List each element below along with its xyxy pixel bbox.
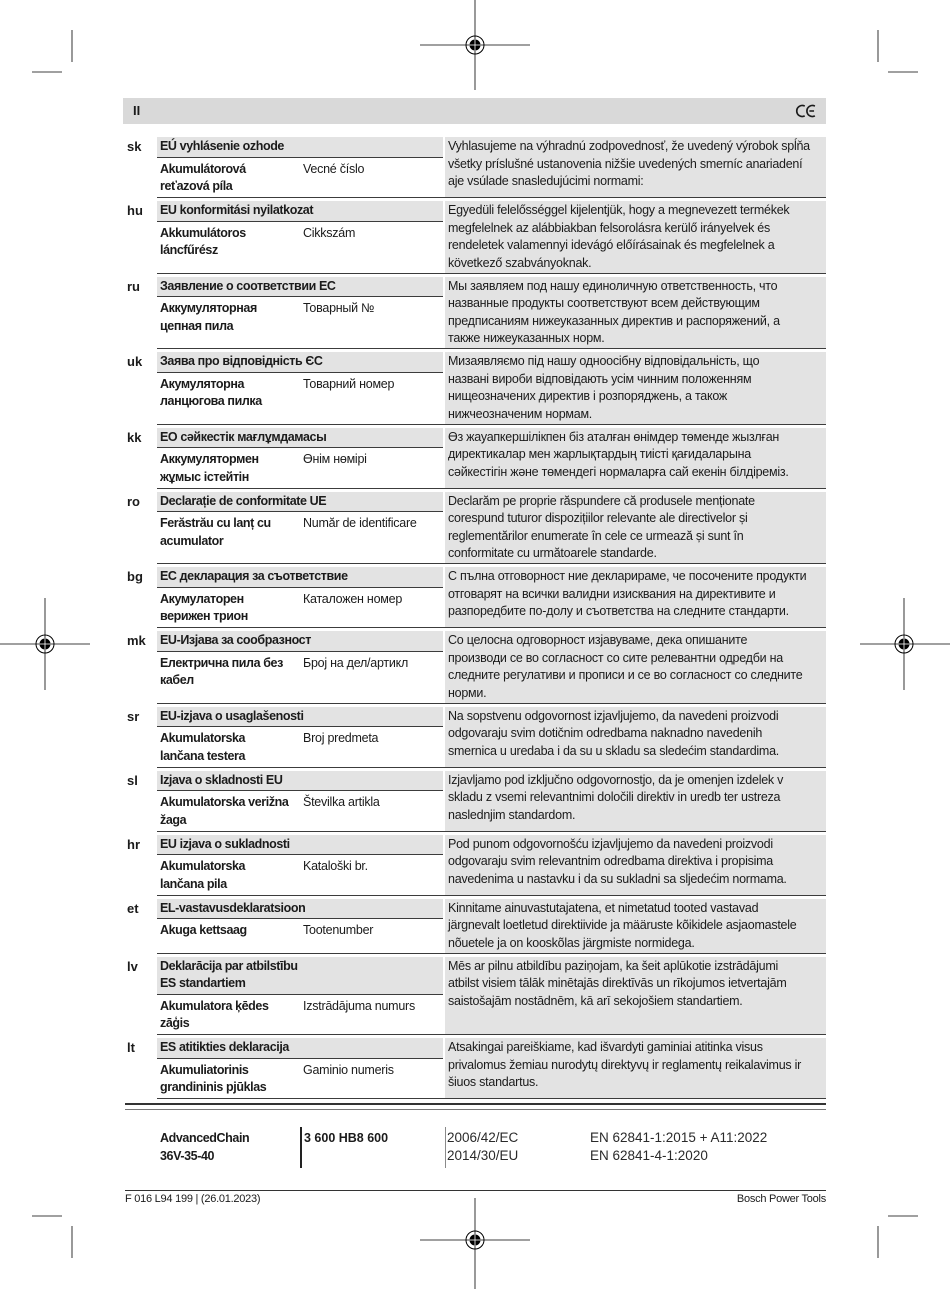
declaration-title — [157, 899, 443, 920]
declaration-title — [157, 835, 443, 856]
declaration-statement — [445, 428, 826, 488]
article-number-label: Broj predmeta — [303, 731, 379, 745]
product-name-line: цепная пила — [160, 318, 234, 333]
language-code: hu — [127, 203, 143, 218]
registration-mark-top — [420, 0, 530, 90]
column-divider — [300, 1127, 302, 1168]
product-name-line: Akkumulátoros — [160, 225, 246, 240]
directive-list — [447, 1129, 518, 1165]
product-model — [160, 1129, 249, 1165]
product-name — [160, 161, 300, 196]
declaration-title — [157, 137, 443, 158]
product-name-line: žaga — [160, 812, 187, 827]
product-name-line: Akumulátorová — [160, 161, 246, 176]
declaration-left-column — [157, 428, 443, 488]
declaration-row-bg — [125, 567, 826, 628]
product-cell — [157, 727, 443, 767]
product-cell — [157, 791, 443, 831]
declaration-statement — [445, 1038, 826, 1098]
language-code: ro — [127, 493, 140, 509]
article-number-label: Број на дел/артикл — [303, 655, 409, 670]
product-cell — [157, 448, 443, 488]
product-name-line: lančana pila — [160, 876, 227, 891]
declaration-row-body — [157, 428, 826, 489]
statement-line: rendeletek valamennyi idevágó előírásainak és megfelelnek a — [448, 238, 775, 252]
brand-name: Bosch Power Tools — [736, 1193, 826, 1205]
product-name-line: верижен трион — [160, 609, 248, 623]
declaration-row-body — [157, 631, 826, 704]
declaration-title — [157, 428, 443, 449]
product-cell — [157, 373, 443, 413]
article-number-label: Număr de identificare — [303, 516, 417, 530]
column-divider — [445, 1127, 446, 1168]
declaration-row-body — [157, 201, 826, 274]
statement-line: reglementărilor enumerate în cele ce urmează și sunt în — [448, 528, 744, 543]
product-name-line: Akumulatorska — [160, 859, 246, 873]
article-number-label: Өнім нөмірі — [303, 452, 367, 466]
standard: EN 62841-4-1:2020 — [590, 1148, 708, 1163]
declaration-title-line: EU konformitási nyilatkozat — [160, 203, 314, 217]
statement-line: Мы заявляем под нашу единоличную ответственность, что — [448, 278, 778, 293]
declaration-title — [157, 352, 443, 373]
declaration-title-line: EU izjava o sukladnosti — [160, 836, 290, 851]
product-name-line: Електрична пила без — [160, 655, 283, 670]
declaration-statement — [445, 631, 826, 703]
product-name — [160, 922, 300, 940]
product-name-line: кабел — [160, 673, 194, 687]
product-model-line: 36V-35-40 — [160, 1149, 215, 1163]
registration-mark-bottom — [420, 1198, 530, 1289]
registration-mark-left — [0, 598, 90, 690]
declaration-row-lt — [125, 1038, 826, 1099]
statement-line: Kinnitame ainuvastutajatena, et nimetatud tooted vastavad — [448, 900, 759, 915]
declaration-row-body — [157, 1038, 826, 1099]
product-name — [160, 225, 300, 260]
product-name-line: grandininis pjūklas — [160, 1080, 267, 1094]
statement-line: Со целосна одговорност изјавуваме, дека опишаните — [448, 633, 748, 647]
product-name-line: Аккумулятормен — [160, 452, 259, 466]
product-name-line: Akuga kettsaag — [160, 923, 247, 937]
declaration-row-body — [157, 835, 826, 896]
language-code: kk — [127, 429, 142, 445]
declaration-statement — [445, 899, 826, 953]
declaration-left-column — [157, 899, 443, 953]
statement-line: Egyedüli felelősséggel kijelentjük, hogy a megnevezett termékek — [448, 203, 790, 217]
statement-line: všetky príslušné ustanovenia nižšie uvedených smerníc anariadení — [448, 156, 803, 171]
statement-line: megfelelnek az alábbiakban felsorolásra kerülő irányelvek és — [448, 220, 770, 235]
footer-rule — [125, 1190, 826, 1191]
declaration-row-mk — [125, 631, 826, 704]
declaration-left-column — [157, 1038, 443, 1098]
product-name-line: Ferăstrău cu lanț cu — [160, 516, 271, 530]
declaration-title-line: ЕС декларация за съответствие — [160, 569, 348, 583]
statement-line: odgovaraju svim relevantnim odredbama direktiva i propisima — [448, 854, 773, 868]
declaration-title-line: EÚ vyhlásenie ozhode — [160, 139, 284, 153]
statement-line: Atsakingai pareiškiame, kad išvardyti gaminiai atitinka visus — [448, 1040, 763, 1054]
declaration-title — [157, 1038, 443, 1059]
statement-line: также нижеуказанных норм. — [448, 331, 605, 345]
product-name-line: ланцюгова пилка — [160, 394, 262, 408]
article-number-label: Каталожен номер — [303, 591, 403, 606]
product-cell — [157, 297, 443, 337]
declaration-row-uk — [125, 352, 826, 425]
statement-line: Declarăm pe proprie răspundere că produsele menționate — [448, 493, 755, 508]
product-cell — [157, 652, 443, 692]
product-name — [160, 858, 300, 893]
statement-line: названные продукты соответствуют всем действующим — [448, 296, 760, 310]
statement-line: следните регулативи и прописи и се во согласност со следните — [448, 668, 803, 682]
product-name — [160, 998, 300, 1033]
declaration-title — [157, 201, 443, 222]
product-name-line: zāģis — [160, 1016, 190, 1030]
product-name-line: Akumuliatorinis — [160, 1062, 249, 1077]
declaration-row-body — [157, 492, 826, 565]
product-cell — [157, 512, 443, 552]
declaration-statement — [445, 957, 826, 1035]
declaration-title — [157, 492, 443, 513]
product-name — [160, 591, 300, 626]
declaration-row-body — [157, 771, 826, 832]
declaration-title-line: EL-vastavusdeklaratsioon — [160, 900, 306, 915]
product-cell — [157, 158, 443, 198]
statement-line: норми. — [448, 685, 487, 700]
declaration-title — [157, 771, 443, 792]
directive: 2014/30/EU — [447, 1148, 519, 1163]
standard: EN 62841-1:2015 + A11:2022 — [590, 1130, 768, 1145]
statement-line: предписаниям нижеуказанных директив и распоряжений, а — [448, 313, 780, 328]
declaration-title-line: EU-Изјава за сообразност — [160, 633, 311, 647]
table-end-rule — [125, 1103, 826, 1105]
declaration-title-line: ES standartiem — [160, 976, 246, 990]
declaration-title-line: Izjava o skladnosti EU — [160, 772, 283, 787]
article-number-label: Izstrādājuma numurs — [303, 998, 415, 1013]
statement-line: нищеозначених директив і розпоряджень, а також — [448, 389, 728, 403]
declaration-row-body — [157, 137, 826, 198]
declaration-title-line: ES atitikties deklaracija — [160, 1040, 289, 1054]
language-code: hr — [127, 836, 140, 852]
product-name-line: reťazová píla — [160, 179, 233, 193]
standard-list — [590, 1129, 767, 1165]
declaration-title — [157, 631, 443, 652]
statement-line: šiuos standartus. — [448, 1075, 539, 1089]
declaration-row-body — [157, 352, 826, 425]
article-number-label: Vecné číslo — [303, 161, 365, 176]
product-name — [160, 655, 300, 690]
statement-line: Мизаявляємо під нашу одноосібну відповідальність, що — [448, 354, 760, 368]
product-name-line: láncfűrész — [160, 243, 218, 257]
declaration-row-hr — [125, 835, 826, 896]
product-name — [160, 515, 300, 550]
product-name-line: lančana testera — [160, 748, 246, 763]
statement-line: С пълна отговорност ние декларираме, че посочените продукти — [448, 569, 807, 583]
statement-line: Mēs ar pilnu atbildību paziņojam, ka šeit aplūkotie izstrādājumi — [448, 958, 779, 973]
product-cell — [157, 919, 443, 941]
language-code: mk — [127, 633, 146, 648]
article-number-label: Cikkszám — [303, 225, 356, 240]
declaration-row-sl — [125, 771, 826, 832]
statement-line: privalomus žemiau nurodytų direktyvų ir reglamentų reikalavimus ir — [448, 1057, 802, 1072]
declaration-left-column — [157, 137, 443, 197]
language-code: bg — [127, 569, 143, 584]
language-code: sl — [127, 772, 138, 788]
declaration-row-body — [157, 277, 826, 350]
declaration-statement — [445, 835, 826, 895]
statement-line: atbilst visiem tālāk minētajās direktīvās un rīkojumos ietvertajām — [448, 976, 787, 990]
product-name-line: Акумулаторен — [160, 591, 244, 606]
declaration-row-hu — [125, 201, 826, 274]
declaration-title — [157, 277, 443, 298]
statement-line: Vyhlasujeme na výhradnú zodpovednosť, že uvedený výrobok spĺňa — [448, 139, 810, 153]
article-number-label: Товарний номер — [303, 376, 395, 391]
statement-line: odgovaraju svim dotičnim odredbama naknadno navedenih — [448, 726, 763, 740]
statement-line: сәйкестігін және төмендегі нормаларға сай екенін білдіреміз. — [448, 464, 789, 479]
language-code: et — [127, 900, 139, 916]
crop-mark-bottom-left — [32, 1216, 72, 1258]
declaration-title — [157, 707, 443, 728]
declaration-title-line: Заявление о соответствии ЕС — [160, 278, 336, 293]
declaration-statement — [445, 201, 826, 273]
declaration-left-column — [157, 492, 443, 564]
crop-mark-bottom-right — [878, 1216, 918, 1258]
statement-line: Pod punom odgovornošću izjavljujemo da navedeni proizvodi — [448, 836, 773, 851]
page-header-bar — [123, 98, 826, 124]
product-cell — [157, 855, 443, 895]
language-code: uk — [127, 354, 143, 369]
product-name-line: Akumulatorska verižna — [160, 795, 289, 809]
product-cell — [157, 995, 443, 1035]
registration-mark-right — [860, 598, 950, 690]
article-number-label: Kataloški br. — [303, 859, 368, 873]
product-name-line: жұмыс істейтін — [160, 469, 249, 484]
statement-line: következő szabványoknak. — [448, 255, 592, 270]
declaration-left-column — [157, 352, 443, 424]
declaration-left-column — [157, 277, 443, 349]
language-code: sk — [127, 139, 142, 154]
statement-line: нижчеозначеним нормам. — [448, 406, 593, 421]
statement-line: conformitate cu următoarele standarde. — [448, 546, 657, 560]
article-number-label: Gaminio numeris — [303, 1062, 394, 1077]
product-cell — [157, 222, 443, 262]
crop-mark-top-right — [878, 30, 918, 72]
product-name — [160, 451, 300, 486]
product-name — [160, 376, 300, 411]
language-code: sr — [127, 708, 140, 724]
declaration-row-body — [157, 567, 826, 628]
declaration-title-line: ЕО сәйкестік мағлұмдамасы — [160, 429, 327, 444]
product-name — [160, 730, 300, 765]
statement-line: skladu z vsemi relevantnimi določili direktiv in uredb ter ustreza — [448, 790, 781, 804]
declaration-table — [125, 137, 826, 1102]
declaration-statement — [445, 707, 826, 767]
declaration-row-lv — [125, 957, 826, 1036]
declaration-statement — [445, 567, 826, 627]
declaration-title — [157, 567, 443, 588]
product-name-line: acumulator — [160, 533, 224, 548]
statement-line: järgnevalt loetletud direktiivide ja määruste kõikidele asjaomastele — [448, 918, 797, 932]
declaration-title — [157, 957, 443, 995]
declaration-row-ro — [125, 492, 826, 565]
page-label: II — [133, 103, 141, 118]
product-cell — [157, 588, 443, 628]
declaration-row-body — [157, 707, 826, 768]
declaration-row-et — [125, 899, 826, 954]
product-model-line: AdvancedChain — [160, 1131, 250, 1145]
statement-line: отговарят на всички валидни изисквания на директивите и — [448, 586, 776, 601]
declaration-title-line: EU-izjava o usaglašenosti — [160, 708, 304, 723]
directive: 2006/42/EC — [447, 1130, 519, 1145]
statement-line: Na sopstvenu odgovornost izjavljujemo, da navedeni proizvodi — [448, 708, 779, 723]
product-name-line: Akumulatorska — [160, 731, 246, 745]
statement-line: aje vsúlade snasledujúcimi normami: — [448, 174, 644, 188]
language-code: ru — [127, 278, 140, 294]
declaration-row-sr — [125, 707, 826, 768]
statement-line: названі вироби відповідають усім чинним положенням — [448, 371, 752, 386]
statement-line: nõuetele ja on kooskõlas järgmiste normidega. — [448, 935, 695, 950]
statement-line: производи се во согласност со сите релевантни одредби на — [448, 650, 783, 665]
declaration-row-body — [157, 957, 826, 1036]
declaration-statement — [445, 492, 826, 564]
declaration-title-line: Заява про відповідність ЄС — [160, 354, 323, 368]
declaration-statement — [445, 277, 826, 349]
statement-line: saistošajām nostādnēm, kā arī sekojošiem standartiem. — [448, 993, 743, 1008]
article-number-label: Товарный № — [303, 301, 375, 315]
product-name — [160, 794, 300, 829]
declaration-statement — [445, 771, 826, 831]
declaration-row-body — [157, 899, 826, 954]
declaration-row-sk — [125, 137, 826, 198]
statement-line: разпоредбите по-долу и съответства на следните стандарти. — [448, 604, 789, 618]
declaration-title-line: Declarație de conformitate UE — [160, 493, 327, 508]
statement-line: Өз жауапкершілікпен біз аталған өнімдер төменде жызлған — [448, 429, 780, 444]
statement-line: navedenima u nastavku i da su sukladni sa sljedećim normama. — [448, 871, 787, 886]
declaration-left-column — [157, 957, 443, 1035]
product-name — [160, 1062, 300, 1097]
declaration-left-column — [157, 567, 443, 627]
declaration-statement — [445, 137, 826, 197]
document-id: F 016 L94 199 | (26.01.2023) — [125, 1193, 261, 1205]
declaration-left-column — [157, 771, 443, 831]
declaration-row-ru — [125, 277, 826, 350]
statement-line: naslednjim standardom. — [448, 807, 576, 822]
statement-line: corespund tuturor dispozițiilor relevante ale directivelor și — [448, 511, 748, 525]
declaration-left-column — [157, 631, 443, 703]
statement-line: smernica u uredaba i da su u skladu sa sledećim standardima. — [448, 743, 780, 758]
ce-mark-icon — [795, 103, 817, 119]
statement-line: директикалар мен жарлықтардың тиісті қағидаларына — [448, 447, 751, 461]
language-code: lv — [127, 958, 138, 974]
declaration-left-column — [157, 201, 443, 273]
crop-mark-top-left — [32, 30, 72, 72]
declaration-statement — [445, 352, 826, 424]
declaration-row-kk — [125, 428, 826, 489]
statement-line: Izjavljamo pod izključno odgovornostjo, da je omenjen izdelek v — [448, 772, 784, 787]
product-name-line: Akumulatora ķēdes — [160, 998, 269, 1013]
declaration-left-column — [157, 835, 443, 895]
table-end-rule-secondary — [125, 1109, 826, 1110]
product-article-number: 3 600 HB8 600 — [304, 1131, 389, 1145]
product-cell — [157, 1059, 443, 1099]
product-name-line: Аккумуляторная — [160, 301, 257, 315]
declaration-title-line: Deklarācija par atbilstību — [160, 958, 298, 973]
product-name-line: Акумуляторна — [160, 376, 245, 391]
product-name — [160, 300, 300, 335]
article-number-label: Tootenumber — [303, 923, 374, 937]
declaration-left-column — [157, 707, 443, 767]
language-code: lt — [127, 1040, 135, 1055]
article-number-label: Številka artikla — [303, 795, 380, 809]
